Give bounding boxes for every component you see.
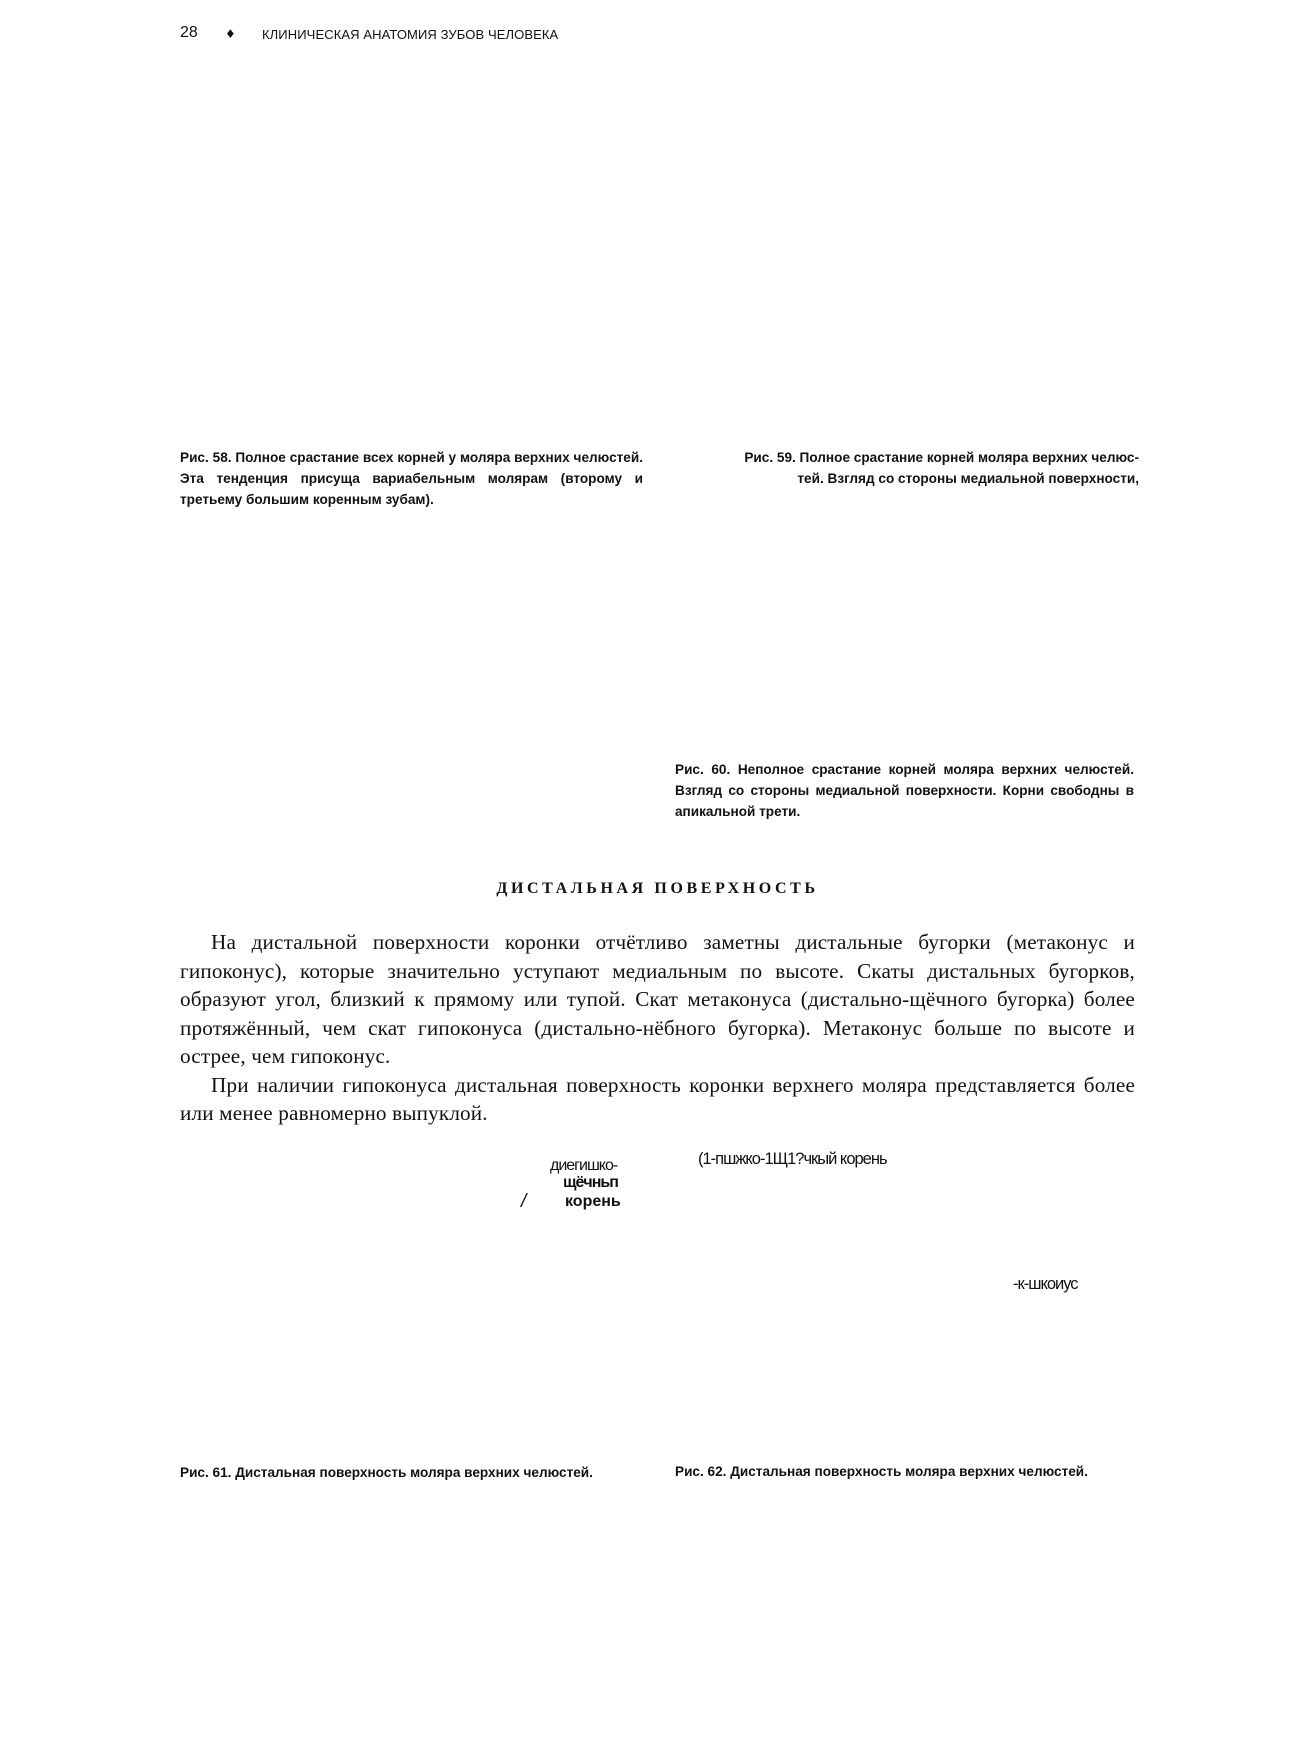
figure-59-caption (679, 447, 1139, 489)
figure-58-caption: Рис. 58. Полное срастание всех корней у моляра верхних челюстей. Эта тенденция присуща вариабельным молярам (второму и третьему большим коренным зубам). (180, 450, 643, 507)
root-label-line-2: щёчньп (563, 1174, 618, 1191)
root-label-line-1: диегишко- (550, 1157, 618, 1174)
figure-59-caption-line-1: Рис. 59. Полное срастание корней моляра верхних челюс- (744, 450, 1139, 465)
figure-61-caption: Рис. 61. Дистальная поверхность моляра верхних челюстей. (180, 1465, 593, 1480)
page-number: 28 (180, 24, 198, 41)
running-title: КЛИНИЧЕСКАЯ АНАТОМИЯ ЗУБОВ ЧЕЛОВЕКА (262, 27, 559, 42)
root-label-b: (1-пшжко-1Щ1?чкый корень (698, 1150, 887, 1168)
body-text (180, 928, 1135, 1128)
cusp-label-c: -к-шкоиус (1013, 1275, 1078, 1293)
figure-59-caption-line-2: тей. Взгляд со стороны медиальной поверхности, (797, 471, 1139, 486)
figure-60-caption: Рис. 60. Неполное срастание корней моляра верхних челюстей. Взгляд со стороны медиальной поверхности. Корни свободны в апикальной трети. (675, 762, 1134, 819)
figure-62-caption: Рис. 62. Дистальная поверхность моляра верхних челюстей. (675, 1464, 1088, 1479)
section-heading: ДИСТАЛЬНАЯ ПОВЕРХНОСТЬ (496, 880, 819, 897)
diamond-separator-icon: ♦ (225, 27, 236, 41)
root-label-line-3: корень (565, 1193, 621, 1210)
paragraph-1: На дистальной поверхности коронки отчётливо заметны дистальные бугорки (метаконус и гипоконус), которые значительно уступают медиальным по высоте. Скаты дистальных бугорков, образуют угол, близкий к прямому или тупой. Скат метаконуса (дистально-щёчного бугорка) более протяжённый, чем скат гипоконуса (дистально-нёбного бугорка). Метаконус больше по высоте и острее, чем гипоконус. (180, 930, 1135, 1068)
paragraph-2: При наличии гипоконуса дистальная поверхность коронки верхнего моляра представляется более или менее равномерно выпуклой. (180, 1072, 1135, 1125)
pointer-line-mark: / (521, 1191, 527, 1212)
